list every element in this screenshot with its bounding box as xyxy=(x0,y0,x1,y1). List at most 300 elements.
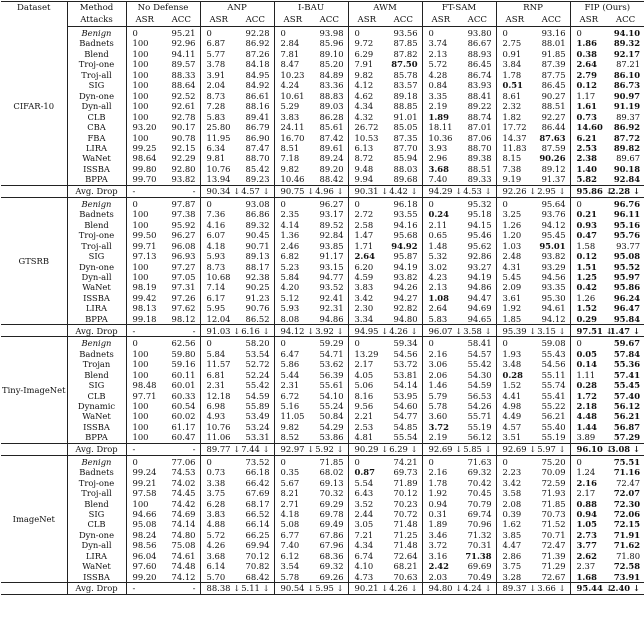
asr-cell: 7.40 xyxy=(428,174,448,185)
asr-cell: 8.15 xyxy=(502,153,522,164)
acc-cell: 74.42 xyxy=(163,499,200,509)
asr-cell: 1.40 xyxy=(576,163,597,174)
acc-cell: 70.23 xyxy=(385,499,422,509)
acc-cell: 88.01 xyxy=(533,38,570,48)
asr-cell: 5.54 xyxy=(354,477,374,488)
asr-drop-cell: - xyxy=(126,583,163,595)
asr-cell: 3.42 xyxy=(354,292,374,303)
acc-cell: 56.87 xyxy=(613,421,641,432)
asr-cell: 3.06 xyxy=(428,359,448,370)
acc-cell: 87.42 xyxy=(311,133,348,143)
asr-cell: 9.82 xyxy=(280,421,300,432)
acc-cell: 95.68 xyxy=(385,230,422,240)
method-ft-sam: FT-SAM xyxy=(422,2,496,15)
asr-cell: 2.18 xyxy=(576,400,597,411)
attack-name: ISSBA xyxy=(67,422,126,432)
acc-cell: 86.92 xyxy=(613,122,641,133)
acc-drop-cell: - xyxy=(163,185,200,197)
asr-cell: 2.42 xyxy=(428,561,449,572)
acc-cell: 71.89 xyxy=(385,478,422,488)
acc-cell: 68.21 xyxy=(385,561,422,571)
asr-cell: 2.38 xyxy=(576,153,597,164)
acc-cell: 93.08 xyxy=(237,197,274,209)
asr-cell: 98.24 xyxy=(132,529,157,540)
acc-cell: 67.69 xyxy=(237,488,274,498)
acc-cell: 92.29 xyxy=(163,153,200,163)
asr-cell: 96.04 xyxy=(132,550,157,561)
asr-cell: 4.59 xyxy=(354,271,374,282)
table-row xyxy=(1,467,644,477)
asr-cell: 97.71 xyxy=(132,390,157,401)
acc-cell: 92.80 xyxy=(163,164,200,174)
acc-drop-cell: 6.16 ↓ xyxy=(237,325,274,337)
asr-header: ASR xyxy=(422,14,459,27)
asr-cell: 2.53 xyxy=(354,421,374,432)
acc-drop-cell: 4.24 ↓ xyxy=(459,583,496,595)
acc-drop-cell: 5.95 ↓ xyxy=(311,583,348,595)
acc-cell: 94.19 xyxy=(459,272,496,282)
asr-cell: 0.39 xyxy=(502,509,522,520)
table-row xyxy=(1,540,644,550)
acc-cell: 56.21 xyxy=(533,411,570,421)
asr-cell: 0.24 xyxy=(428,209,449,220)
asr-cell: 0 xyxy=(502,198,508,209)
asr-cell: 100 xyxy=(132,101,149,112)
asr-cell: 2.19 xyxy=(428,101,448,112)
acc-drop-cell: 5.11 ↓ xyxy=(237,583,274,595)
asr-header: ASR xyxy=(200,14,237,27)
acc-cell: 90.45 xyxy=(237,230,274,240)
table-row xyxy=(1,519,644,529)
acc-cell: 58.41 xyxy=(459,337,496,349)
acc-cell: 96.76 xyxy=(613,198,641,209)
asr-cell: 7.18 xyxy=(280,153,300,164)
asr-cell: 5.93 xyxy=(206,251,226,262)
acc-cell: 95.21 xyxy=(163,27,200,39)
acc-cell: 94.26 xyxy=(385,282,422,292)
acc-cell: 87.35 xyxy=(385,133,422,143)
acc-cell: 69.26 xyxy=(311,572,348,583)
acc-cell: 94.10 xyxy=(613,28,641,38)
attack-name: Dynamic xyxy=(67,401,126,411)
attack-name: BPPA xyxy=(67,314,126,325)
asr-drop-cell: - xyxy=(126,185,163,197)
asr-cell: 0.31 xyxy=(428,509,448,520)
asr-drop-cell: 94.80 ↓ xyxy=(422,583,459,595)
asr-cell: 10.46 xyxy=(280,174,305,185)
table-row xyxy=(1,241,644,251)
acc-drop-cell: 5.97 ↓ xyxy=(533,443,570,455)
acc-cell: 55.19 xyxy=(533,432,570,443)
acc-cell: 74.45 xyxy=(163,488,200,498)
acc-cell: 93.35 xyxy=(533,282,570,292)
acc-cell: 53.72 xyxy=(385,359,422,369)
asr-drop-cell: 90.29 ↓ xyxy=(348,443,385,455)
asr-cell: 1.11 xyxy=(576,369,596,380)
acc-drop-cell: 4.96 ↓ xyxy=(311,185,348,197)
acc-cell: 55.40 xyxy=(533,422,570,432)
acc-cell: 72.59 xyxy=(533,478,570,488)
method-i-bau: I-BAU xyxy=(274,2,348,15)
asr-cell: 0 xyxy=(280,338,286,349)
asr-cell: 1.85 xyxy=(502,313,522,324)
acc-cell: 86.45 xyxy=(459,59,496,69)
asr-cell: 9.94 xyxy=(354,174,374,185)
acc-cell: 95.08 xyxy=(613,251,641,262)
asr-cell: 5.84 xyxy=(206,348,226,359)
table-row xyxy=(1,349,644,359)
asr-cell: 5.78 xyxy=(280,571,300,582)
acc-cell: 97.27 xyxy=(163,262,200,272)
asr-cell: 98.19 xyxy=(132,282,157,293)
acc-cell: 95.32 xyxy=(459,197,496,209)
asr-cell: 3.60 xyxy=(428,411,448,422)
table-row xyxy=(1,370,644,380)
attack-name: ISSBA xyxy=(67,572,126,583)
attack-name: FBA xyxy=(67,133,126,143)
asr-cell: 0.87 xyxy=(354,467,375,478)
asr-cell: 13.94 xyxy=(206,174,231,185)
asr-cell: 6.77 xyxy=(280,529,300,540)
asr-cell: 0 xyxy=(428,456,434,467)
asr-cell: 9.48 xyxy=(354,163,374,174)
attacks-header: Attacks xyxy=(67,14,126,27)
asr-cell: 0 xyxy=(280,28,286,38)
acc-cell: 97.38 xyxy=(163,209,200,219)
asr-drop-cell: 96.07 ↓ xyxy=(422,325,459,337)
acc-cell: 69.29 xyxy=(311,499,348,509)
acc-cell: 89.20 xyxy=(311,164,348,174)
asr-cell: 4.62 xyxy=(354,90,374,101)
asr-cell: 0 xyxy=(132,456,138,467)
acc-cell: 70.09 xyxy=(533,467,570,477)
acc-cell: 89.32 xyxy=(237,220,274,230)
asr-drop-cell: - xyxy=(126,443,163,455)
asr-cell: 3.77 xyxy=(576,540,597,551)
acc-cell: 87.47 xyxy=(237,143,274,153)
asr-cell: 0 xyxy=(206,338,212,349)
attack-name: LIRA xyxy=(67,143,126,153)
asr-cell: 94.66 xyxy=(132,509,157,520)
acc-cell: 72.64 xyxy=(385,551,422,561)
acc-cell: 88.64 xyxy=(163,80,200,90)
asr-cell: 2.16 xyxy=(428,348,448,359)
acc-cell: 70.45 xyxy=(459,488,496,498)
acc-cell: 74.12 xyxy=(163,572,200,583)
acc-cell: 69.69 xyxy=(459,561,496,571)
acc-cell: 92.96 xyxy=(163,38,200,48)
acc-cell: 90.17 xyxy=(163,122,200,132)
asr-cell: 0 xyxy=(354,198,360,209)
asr-cell: 1.62 xyxy=(502,519,522,530)
asr-cell: 4.81 xyxy=(354,432,374,443)
asr-cell: 4.88 xyxy=(206,519,226,530)
results-table-container xyxy=(1,1,639,595)
asr-cell: 1.26 xyxy=(502,219,522,230)
asr-cell: 2.13 xyxy=(428,282,448,293)
header-row-metrics xyxy=(1,14,644,27)
acc-drop-cell: 4.57 ↓ xyxy=(237,185,274,197)
asr-cell: 5.32 xyxy=(428,251,448,262)
asr-cell: 5.82 xyxy=(576,174,597,185)
asr-cell: 0.42 xyxy=(576,282,597,293)
acc-cell: 94.47 xyxy=(459,293,496,303)
acc-cell: 96.18 xyxy=(385,197,422,209)
acc-cell: 86.10 xyxy=(613,69,641,80)
asr-cell: 4.34 xyxy=(354,540,374,551)
asr-cell: 100 xyxy=(132,261,149,272)
acc-cell: 55.74 xyxy=(533,380,570,390)
acc-cell: 50.84 xyxy=(311,411,348,421)
acc-cell: 54.71 xyxy=(311,349,348,359)
acc-cell: 52.24 xyxy=(237,370,274,380)
acc-cell: 88.83 xyxy=(311,91,348,101)
asr-drop-cell: 96.10 ↓ xyxy=(570,443,607,455)
asr-cell: 98.13 xyxy=(132,303,157,314)
asr-cell: 2.62 xyxy=(576,550,597,561)
acc-cell: 84.18 xyxy=(237,59,274,69)
asr-cell: 4.32 xyxy=(354,111,374,122)
asr-cell: 100 xyxy=(132,400,149,411)
asr-cell: 1.52 xyxy=(502,380,522,391)
acc-cell: 94.11 xyxy=(163,49,200,59)
acc-cell: 70.63 xyxy=(385,572,422,583)
asr-cell: 18.11 xyxy=(428,122,453,133)
acc-cell: 59.29 xyxy=(311,337,348,349)
acc-cell: 74.61 xyxy=(163,551,200,561)
acc-cell: 87.70 xyxy=(385,143,422,153)
method-rnp: RNP xyxy=(496,2,570,15)
asr-cell: 4.93 xyxy=(206,411,226,422)
asr-cell: 1.78 xyxy=(428,477,448,488)
acc-cell: 89.57 xyxy=(163,59,200,69)
attack-name: SIG xyxy=(67,509,126,519)
asr-cell: 99.25 xyxy=(132,142,157,153)
asr-cell: 1.78 xyxy=(502,69,522,80)
acc-cell: 71.62 xyxy=(613,540,641,551)
asr-cell: 0.28 xyxy=(502,369,523,380)
asr-cell: 9.82 xyxy=(354,69,374,80)
attack-name: Badnets xyxy=(67,38,126,48)
asr-cell: 2.86 xyxy=(502,550,522,561)
asr-cell: 4.18 xyxy=(206,240,226,251)
acc-cell: 92.15 xyxy=(163,143,200,153)
acc-cell: 83.36 xyxy=(311,80,348,90)
asr-cell: 7.91 xyxy=(354,59,374,70)
asr-cell: 3.48 xyxy=(502,359,522,370)
acc-cell: 89.22 xyxy=(459,101,496,111)
asr-cell: 1.51 xyxy=(576,261,597,272)
table-body xyxy=(1,2,644,595)
acc-cell: 89.68 xyxy=(385,174,422,185)
asr-cell: 5.86 xyxy=(280,359,300,370)
acc-cell: 96.47 xyxy=(613,303,641,314)
asr-cell: 2.16 xyxy=(428,467,448,478)
acc-cell: 54.26 xyxy=(459,401,496,411)
acc-cell: 85.05 xyxy=(385,122,422,132)
asr-cell: 99.21 xyxy=(132,477,157,488)
acc-drop-cell: 4.42 ↓ xyxy=(385,185,422,197)
avg-drop-row xyxy=(1,325,644,337)
acc-cell: 54.57 xyxy=(459,349,496,359)
asr-cell: 3.78 xyxy=(206,59,226,70)
acc-cell: 54.56 xyxy=(533,359,570,369)
table-row xyxy=(1,27,644,39)
acc-cell: 87.50 xyxy=(385,59,422,69)
table-row xyxy=(1,455,644,467)
asr-drop-cell: 90.21 ↓ xyxy=(348,583,385,595)
asr-cell: 3.25 xyxy=(502,209,522,220)
header-row-methods xyxy=(1,2,644,15)
acc-cell: 55.41 xyxy=(533,391,570,401)
asr-cell: 1.48 xyxy=(428,240,448,251)
table-row xyxy=(1,314,644,325)
acc-drop-cell: 6.29 ↓ xyxy=(385,443,422,455)
acc-cell: 89.41 xyxy=(237,112,274,122)
acc-cell: 89.67 xyxy=(616,153,641,164)
acc-cell: 91.37 xyxy=(533,174,570,185)
acc-cell: 54.56 xyxy=(385,349,422,359)
asr-cell: 0 xyxy=(206,456,212,467)
asr-cell: 7.14 xyxy=(206,282,226,293)
asr-cell: 0.05 xyxy=(576,348,597,359)
asr-cell: 5.77 xyxy=(206,48,226,59)
acc-cell: 66.42 xyxy=(237,478,274,488)
asr-cell: 100 xyxy=(132,59,149,70)
asr-cell: 100 xyxy=(132,369,149,380)
acc-cell: 60.01 xyxy=(163,380,200,390)
table-row xyxy=(1,143,644,153)
asr-cell: 1.08 xyxy=(428,292,449,303)
asr-cell: 1.92 xyxy=(502,303,522,314)
avg-drop-row xyxy=(1,185,644,197)
asr-cell: 0 xyxy=(206,198,212,209)
asr-cell: 6.74 xyxy=(354,550,374,561)
acc-header: ACC xyxy=(163,14,200,27)
asr-drop-cell: 90.31 ↓ xyxy=(348,185,385,197)
asr-cell: 4.23 xyxy=(428,271,448,282)
acc-cell: 69.32 xyxy=(311,561,348,571)
acc-cell: 71.80 xyxy=(616,550,641,561)
asr-cell: 5.78 xyxy=(428,400,448,411)
acc-cell: 57.40 xyxy=(613,390,641,401)
acc-cell: 94.56 xyxy=(533,272,570,282)
attack-name: WaNet xyxy=(67,153,126,163)
acc-cell: 94.86 xyxy=(311,314,348,325)
asr-cell: 2.58 xyxy=(354,219,374,230)
acc-cell: 93.82 xyxy=(385,272,422,282)
asr-cell: 4.12 xyxy=(354,80,374,91)
acc-cell: 69.94 xyxy=(237,540,274,550)
asr-drop-cell: 91.03 ↓ xyxy=(200,325,237,337)
asr-drop-cell: 92.26 ↓ xyxy=(496,185,533,197)
acc-cell: 94.16 xyxy=(385,220,422,230)
table-row xyxy=(1,359,644,369)
acc-cell: 66.25 xyxy=(237,530,274,540)
acc-cell: 87.01 xyxy=(459,122,496,132)
asr-cell: 0.88 xyxy=(576,498,597,509)
table-row xyxy=(1,262,644,272)
acc-cell: 94.86 xyxy=(459,282,496,292)
asr-cell: 93.20 xyxy=(132,122,157,133)
dataset-spacer xyxy=(1,185,67,197)
attack-name: LIRA xyxy=(67,551,126,561)
acc-cell: 92.41 xyxy=(311,293,348,303)
dataset-spacer xyxy=(1,443,67,455)
asr-cell: 4.05 xyxy=(354,369,374,380)
asr-cell: 5.06 xyxy=(354,380,374,391)
acc-cell: 92.78 xyxy=(163,112,200,122)
table-row xyxy=(1,422,644,432)
asr-cell: 2.13 xyxy=(428,48,448,59)
asr-cell: 5.72 xyxy=(428,59,448,70)
asr-cell: 8.08 xyxy=(280,313,300,324)
asr-cell: 100 xyxy=(132,132,149,143)
table-row xyxy=(1,572,644,583)
asr-cell: 0 xyxy=(576,338,582,349)
table-row xyxy=(1,337,644,349)
acc-cell: 71.16 xyxy=(613,467,641,478)
asr-cell: 0.94 xyxy=(576,509,597,520)
acc-cell: 87.63 xyxy=(533,133,570,143)
asr-cell: 3.28 xyxy=(502,571,522,582)
asr-cell: 97.58 xyxy=(132,488,157,499)
asr-cell: 98.48 xyxy=(132,380,157,391)
avg-drop-row xyxy=(1,443,644,455)
acc-cell: 84.95 xyxy=(237,70,274,80)
acc-cell: 86.67 xyxy=(459,38,496,48)
acc-cell: 86.45 xyxy=(533,80,570,90)
acc-cell: 86.86 xyxy=(237,209,274,219)
asr-cell: 0.12 xyxy=(576,251,597,262)
attack-name: WaNet xyxy=(67,282,126,292)
asr-cell: 2.53 xyxy=(576,142,597,153)
table-row xyxy=(1,38,644,48)
acc-cell: 96.27 xyxy=(311,197,348,209)
attack-name: Dyn-one xyxy=(67,262,126,272)
asr-cell: 1.20 xyxy=(502,230,522,241)
acc-cell: 69.78 xyxy=(311,509,348,519)
acc-cell: 55.45 xyxy=(613,380,641,391)
acc-cell: 55.42 xyxy=(459,359,496,369)
acc-cell: 96.24 xyxy=(613,292,641,303)
acc-cell: 83.57 xyxy=(385,80,422,90)
table-row xyxy=(1,209,644,219)
asr-cell: 26.72 xyxy=(354,122,379,133)
acc-drop-cell: 5.85 ↓ xyxy=(459,443,496,455)
acc-cell: 69.13 xyxy=(311,478,348,488)
acc-cell: 71.52 xyxy=(533,519,570,529)
asr-cell: 3.83 xyxy=(280,111,300,122)
asr-cell: 6.72 xyxy=(280,390,300,401)
asr-cell: 5.45 xyxy=(502,271,522,282)
asr-cell: 3.83 xyxy=(354,282,374,293)
asr-cell: 0 xyxy=(354,28,360,38)
acc-cell: 66.52 xyxy=(237,509,274,519)
attack-name: Dyn-all xyxy=(67,540,126,550)
asr-cell: 1.25 xyxy=(576,271,597,282)
asr-cell: 97.60 xyxy=(132,561,157,572)
asr-cell: 3.54 xyxy=(280,561,300,572)
acc-cell: 94.12 xyxy=(533,314,570,325)
asr-cell: 6.47 xyxy=(280,348,300,359)
acc-cell: 66.18 xyxy=(237,467,274,477)
asr-cell: 2.75 xyxy=(502,38,522,49)
asr-cell: 9.56 xyxy=(354,400,374,411)
table-row xyxy=(1,380,644,390)
attack-name: Dyn-one xyxy=(67,91,126,101)
acc-drop-cell: 2.28 ↓ xyxy=(607,185,644,197)
